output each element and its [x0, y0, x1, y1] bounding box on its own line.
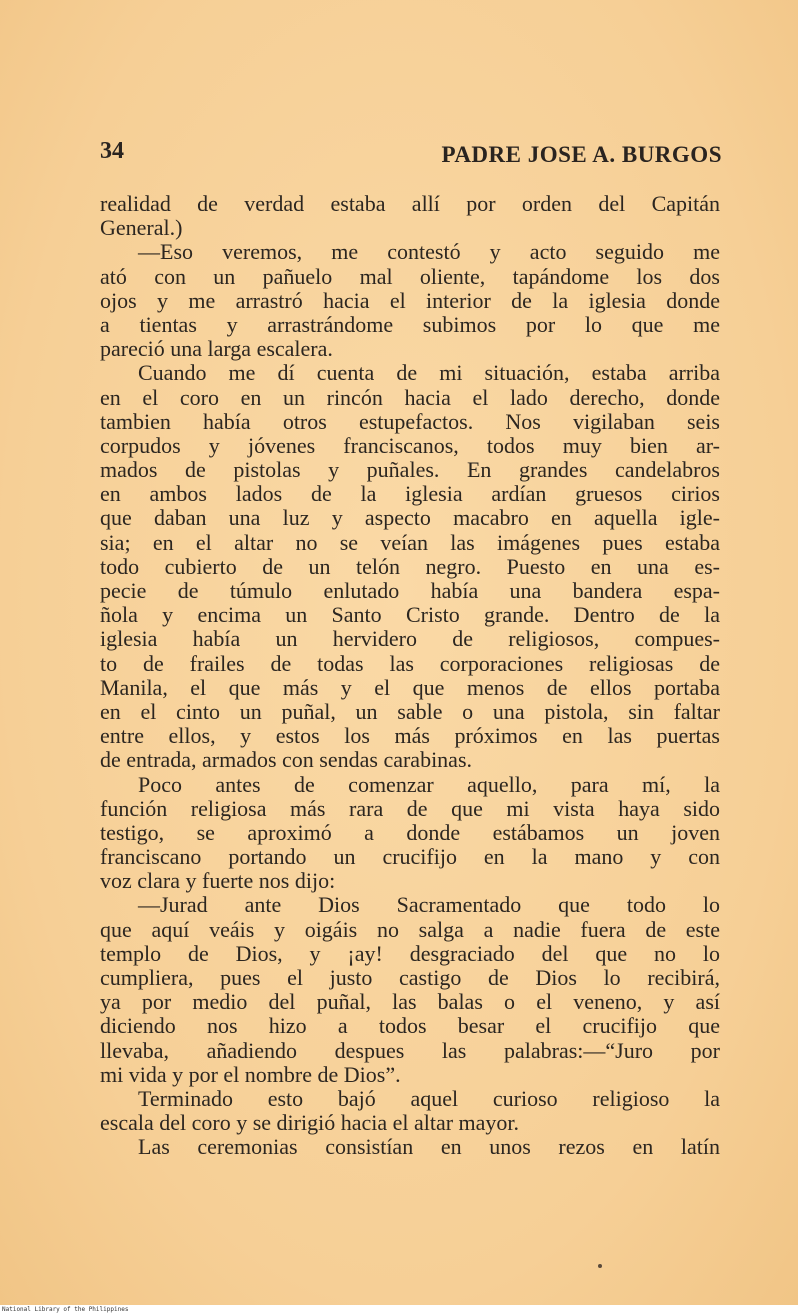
text-line: Terminado esto bajó aquel curioso religioso la	[138, 1086, 720, 1111]
text-line: ojos y me arrastró hacia el interior de la iglesia donde	[100, 288, 720, 313]
text-line: ató con un pañuelo mal oliente, tapándome los dos	[100, 264, 720, 289]
text-line: escala del coro y se dirigió hacia el altar mayor.	[100, 1111, 520, 1136]
text-line: testigo, se aproximó a donde estábamos un joven	[100, 820, 720, 845]
text-line: Manila, el que más y el que menos de ellos portaba	[100, 675, 720, 700]
text-line: franciscano portando un crucifijo en la mano y con	[100, 845, 720, 870]
text-line: llevaba, añadiendo despues las palabras:—“Juro por	[100, 1038, 720, 1063]
library-credit: National Library of the Philippines	[2, 1306, 129, 1313]
text-line: Cuando me dí cuenta de mi situación, estaba arriba	[138, 361, 720, 386]
text-line: pecie de túmulo enlutado había una bandera espa-	[100, 579, 720, 603]
body-text	[100, 192, 720, 1160]
text-line: voz clara y fuerte nos dijo:	[100, 869, 336, 894]
text-line: to de frailes de todas las corporaciones religiosas de	[100, 651, 720, 676]
text-line: mados de pistolas y puñales. En grandes candelabros	[100, 458, 720, 483]
text-line: diciendo nos hizo a todos besar el crucifijo que	[100, 1014, 720, 1039]
text-line: en el coro en un rincón hacia el lado derecho, donde	[100, 385, 720, 410]
text-line: iglesia había un hervidero de religiosos, compues-	[100, 627, 720, 652]
text-line: entre ellos, y estos los más próximos en las puertas	[100, 724, 720, 749]
running-title: PADRE JOSE A. BURGOS	[441, 142, 722, 167]
text-line: en ambos lados de la iglesia ardían gruesos cirios	[100, 482, 720, 507]
text-line: —Jurad ante Dios Sacramentado que todo lo	[138, 893, 720, 918]
text-line: ya por medio del puñal, las balas o el veneno, y así	[100, 990, 720, 1015]
text-line: realidad de verdad estaba allí por orden del Capitán	[100, 192, 720, 216]
text-line: Poco antes de comenzar aquello, para mí, la	[138, 772, 720, 797]
text-line: Las ceremonias consistían en unos rezos en latín	[138, 1135, 720, 1160]
text-line: de entrada, armados con sendas carabinas.	[100, 748, 473, 773]
text-line: cumpliera, pues el justo castigo de Dios lo recibirá,	[100, 966, 720, 990]
text-line: templo de Dios, y ¡ay! desgraciado del que no lo	[100, 941, 720, 966]
text-line: tambien había otros estupefactos. Nos vigilaban seis	[100, 409, 720, 434]
text-line: que aquí veáis y oigáis no salga a nadie fuera de este	[100, 917, 720, 942]
text-line: corpudos y jóvenes franciscanos, todos muy bien ar-	[100, 433, 720, 458]
text-line: a tientas y arrastrándome subimos por lo que me	[100, 312, 720, 337]
text-line: —Eso veremos, me contestó y acto seguido me	[138, 240, 720, 265]
text-line: mi vida y por el nombre de Dios”.	[100, 1062, 401, 1087]
page-header	[100, 138, 722, 172]
text-line: que daban una luz y aspecto macabro en aquella igle-	[100, 506, 720, 531]
text-line: sia; en el altar no se veían las imágenes pues estaba	[100, 530, 720, 555]
text-line: ñola y encima un Santo Cristo grande. Dentro de la	[100, 603, 720, 628]
text-line: función religiosa más rara de que mi vista haya sido	[100, 796, 720, 821]
page-number: 34	[100, 138, 124, 164]
text-line: pareció una larga escalera.	[100, 337, 333, 362]
text-line: General.)	[100, 216, 183, 241]
ink-speck	[598, 1264, 602, 1268]
text-line: todo cubierto de un telón negro. Puesto en una es-	[100, 554, 720, 579]
text-line: en el cinto un puñal, un sable o una pistola, sin faltar	[100, 699, 720, 724]
footer-strip	[0, 1305, 798, 1313]
